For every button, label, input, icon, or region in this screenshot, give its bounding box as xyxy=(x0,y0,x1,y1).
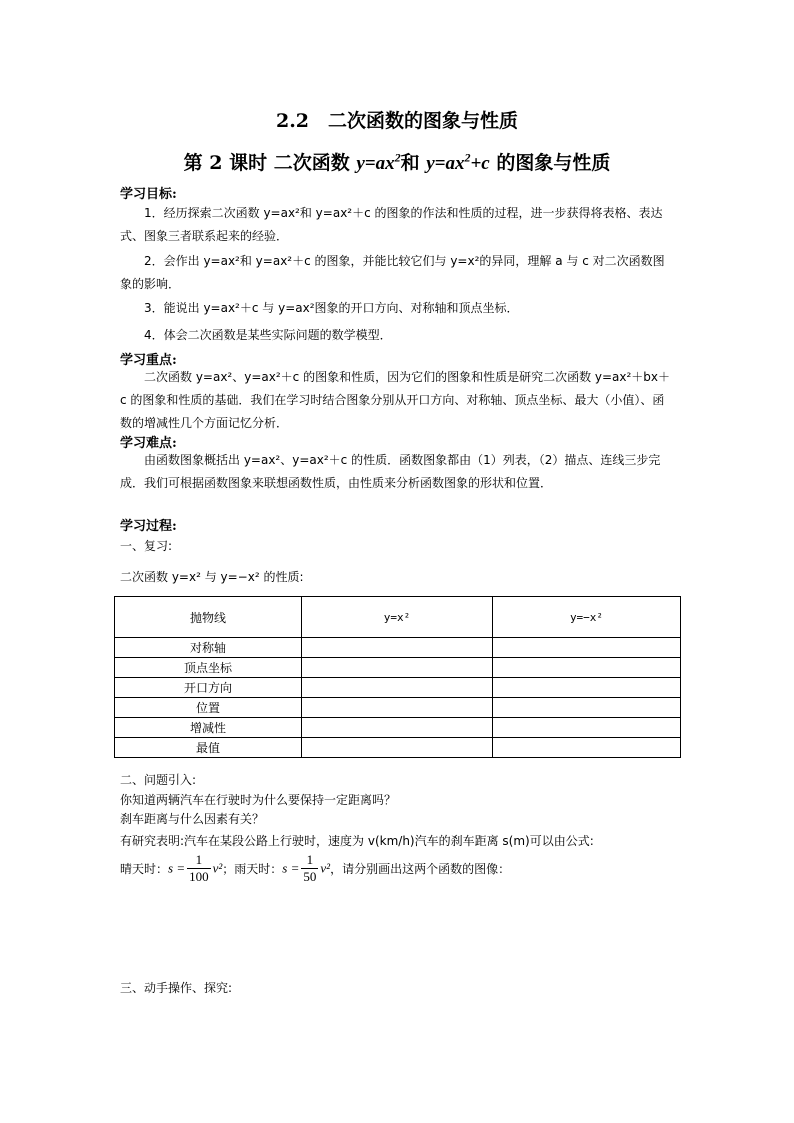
formula-y-ax2-c: $y=ax^2+c$ xyxy=(426,150,490,174)
s-equals: s = xyxy=(168,860,186,876)
row-label: 增减性 xyxy=(115,718,302,738)
table-row xyxy=(115,658,681,678)
subtitle-suffix: 的图象与性质 xyxy=(489,152,611,174)
table-row xyxy=(115,678,681,698)
difficulty-text: 由函数图象概括出 y=ax²、y=ax²＋c 的性质．函数图象都由（1）列表，（2）描点、连线三步完成．我们可根据函数图象来联想函数性质，由性质来分析函数图象的形状和位置． xyxy=(120,453,661,490)
table-cell xyxy=(493,638,681,658)
lesson-subtitle xyxy=(0,148,794,175)
intro-heading: 二、问题引入: xyxy=(120,773,197,787)
table-row xyxy=(115,738,681,758)
table-cell xyxy=(493,678,681,698)
key-points-text: 二次函数 y=ax²、y=ax²＋c 的图象和性质，因为它们的图象和性质是研究二次函数 y=ax²＋bx＋c 的图象和性质的基础．我们在学习时结合图象分别从开口方向、对称轴、顶点坐标、最大（小值）、函数的增减性几个方面记忆分析． xyxy=(120,370,671,430)
goal-item: 4．体会二次函数是某些实际问题的数学模型． xyxy=(144,328,392,342)
table-header-row xyxy=(115,597,681,638)
table-cell xyxy=(302,658,493,678)
table-cell xyxy=(302,638,493,658)
header-y-x2: y=x² xyxy=(302,597,493,638)
header-parabola: 抛物线 xyxy=(115,597,302,638)
row-label: 开口方向 xyxy=(115,678,302,698)
table-cell xyxy=(493,738,681,758)
table-cell xyxy=(493,718,681,738)
v-squared: v² xyxy=(212,860,223,876)
row-label: 最值 xyxy=(115,738,302,758)
fraction-1-100: $\frac{1}{100}$ xyxy=(189,852,209,884)
goal-item: 1．经历探索二次函数 y=ax²和 y=ax²＋c 的图象的作法和性质的过程，进一步获得将表格、表达式、图象三者联系起来的经验． xyxy=(120,206,663,243)
explore-heading: 三、动手操作、探究: xyxy=(120,981,233,995)
subtitle-and: 和 xyxy=(400,152,427,174)
review-intro: 二次函数 y=x² 与 y=−x² 的性质: xyxy=(120,570,304,584)
intro-question-1: 你知道两辆汽车在行驶时为什么要保持一定距离吗？ xyxy=(120,793,397,807)
table-cell xyxy=(302,698,493,718)
key-points-heading: 学习重点: xyxy=(120,353,177,368)
row-label: 顶点坐标 xyxy=(115,658,302,678)
s-equals: s = xyxy=(282,860,300,876)
v-squared: v² xyxy=(320,860,331,876)
review-heading: 一、复习: xyxy=(120,539,173,553)
rainy-label: ；雨天时： xyxy=(222,862,283,876)
page-title: 2.2 二次函数的图象与性质 xyxy=(275,110,519,132)
table-cell xyxy=(493,698,681,718)
header-y-neg-x2: y=−x² xyxy=(493,597,681,638)
intro-question-2: 刹车距离与什么因素有关？ xyxy=(120,812,265,826)
table-cell xyxy=(302,738,493,758)
table-cell xyxy=(493,658,681,678)
sunny-label: 晴天时： xyxy=(120,862,169,876)
row-label: 位置 xyxy=(115,698,302,718)
formula-tail: ，请分别画出这两个函数的图像： xyxy=(330,862,511,876)
intro-research-text: 有研究表明:汽车在某段公路上行驶时，速度为 v(km/h)汽车的刹车距离 s(m)可以由公式: xyxy=(120,834,594,848)
table-row xyxy=(115,698,681,718)
table-row xyxy=(115,638,681,658)
goal-item: 3．能说出 y=ax²＋c 与 y=ax²图象的开口方向、对称轴和顶点坐标． xyxy=(144,301,519,315)
goal-item: 2．会作出 y=ax²和 y=ax²＋c 的图象，并能比较它们与 y=x²的异同，理解 a 与 c 对二次函数图象的影响． xyxy=(120,254,665,291)
goals-heading: 学习目标: xyxy=(120,187,177,202)
row-label: 对称轴 xyxy=(115,638,302,658)
process-heading: 学习过程: xyxy=(120,519,177,534)
table-row xyxy=(115,718,681,738)
braking-formulas xyxy=(120,852,510,885)
difficulty-heading: 学习难点: xyxy=(120,436,177,451)
fraction-1-50: $\frac{1}{50}$ xyxy=(303,852,317,884)
table-cell xyxy=(302,678,493,698)
properties-table xyxy=(114,596,681,758)
formula-y-ax2: $y=ax^2$ xyxy=(356,150,401,174)
subtitle-prefix: 第 2 课时 二次函数 xyxy=(183,152,357,174)
table-cell xyxy=(302,718,493,738)
